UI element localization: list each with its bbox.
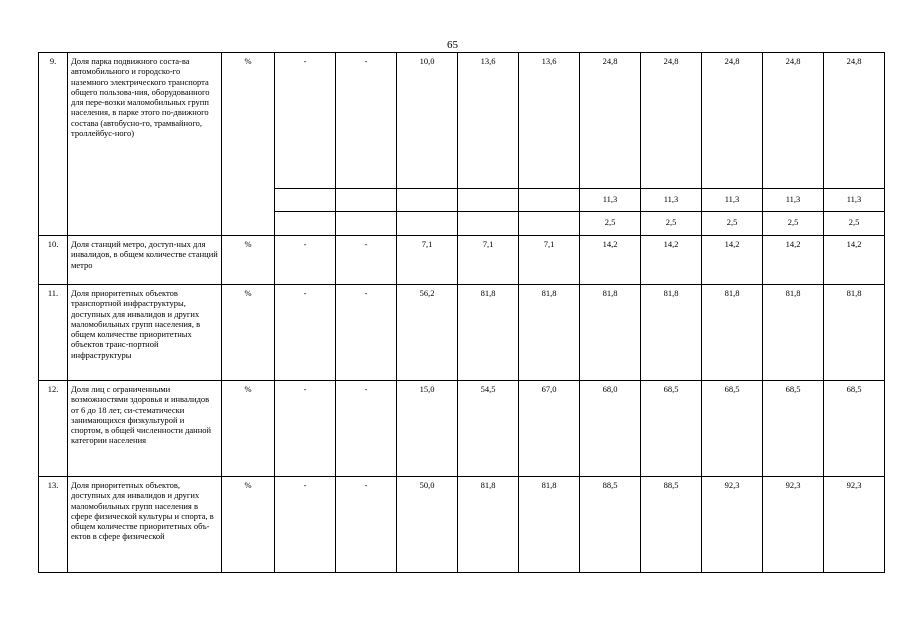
value-cell: 68,5 <box>702 381 763 477</box>
value-cell: 56,2 <box>397 285 458 381</box>
unit-cell: % <box>222 285 275 381</box>
value-cell: 81,8 <box>763 285 824 381</box>
value-cell: 14,2 <box>763 236 824 285</box>
value-cell <box>458 189 519 212</box>
row-number: 12. <box>39 381 68 477</box>
value-cell: 14,2 <box>641 236 702 285</box>
value-cell: - <box>275 53 336 189</box>
value-cell: 81,8 <box>519 285 580 381</box>
value-cell: 2,5 <box>824 212 885 236</box>
value-cell <box>458 212 519 236</box>
value-cell: 2,5 <box>580 212 641 236</box>
value-cell: 88,5 <box>641 477 702 573</box>
value-cell: - <box>275 285 336 381</box>
value-cell: 11,3 <box>641 189 702 212</box>
value-cell: 13,6 <box>458 53 519 189</box>
indicator-description: Доля парка подвижного соста-ва автомобильного и городско-го наземного электрического транспорта общего пользова-ния, оборудованного для пере-возки маломобильных групп населения, в парке этого по-движного состава (автобусно-го, трамвайного, троллейбус-ного) <box>68 53 222 236</box>
value-cell: 2,5 <box>702 212 763 236</box>
value-cell <box>397 189 458 212</box>
value-cell: 68,5 <box>763 381 824 477</box>
value-cell <box>519 212 580 236</box>
value-cell: 81,8 <box>458 285 519 381</box>
unit-cell: % <box>222 53 275 236</box>
value-cell: 92,3 <box>702 477 763 573</box>
value-cell: - <box>336 285 397 381</box>
value-cell: 68,5 <box>824 381 885 477</box>
value-cell: 92,3 <box>763 477 824 573</box>
row-number: 9. <box>39 53 68 236</box>
value-cell: 7,1 <box>519 236 580 285</box>
value-cell: - <box>336 477 397 573</box>
value-cell: 81,8 <box>702 285 763 381</box>
value-cell: 14,2 <box>580 236 641 285</box>
value-cell: 10,0 <box>397 53 458 189</box>
unit-cell: % <box>222 381 275 477</box>
unit-cell: % <box>222 477 275 573</box>
value-cell: 15,0 <box>397 381 458 477</box>
value-cell: 14,2 <box>824 236 885 285</box>
value-cell: 7,1 <box>458 236 519 285</box>
value-cell: 68,5 <box>641 381 702 477</box>
value-cell: 81,8 <box>519 477 580 573</box>
row-number: 11. <box>39 285 68 381</box>
value-cell <box>336 212 397 236</box>
value-cell: - <box>275 236 336 285</box>
table-row <box>39 381 885 477</box>
value-cell <box>336 189 397 212</box>
value-cell: 88,5 <box>580 477 641 573</box>
row-number: 13. <box>39 477 68 573</box>
value-cell: 92,3 <box>824 477 885 573</box>
unit-cell: % <box>222 236 275 285</box>
indicator-description: Доля лиц с ограниченными возможностями здоровья и инвалидов от 6 до 18 лет, си-стематически занимающихся физкультурой и спортом, в общей численности данной категории населения <box>68 381 222 477</box>
table-row <box>39 477 885 573</box>
row-number: 10. <box>39 236 68 285</box>
value-cell: 24,8 <box>702 53 763 189</box>
value-cell: 81,8 <box>641 285 702 381</box>
value-cell: 24,8 <box>763 53 824 189</box>
value-cell <box>397 212 458 236</box>
indicators-table <box>38 52 885 573</box>
value-cell: 7,1 <box>397 236 458 285</box>
value-cell: 11,3 <box>580 189 641 212</box>
table-row <box>39 285 885 381</box>
value-cell: 81,8 <box>824 285 885 381</box>
value-cell: 2,5 <box>641 212 702 236</box>
value-cell: - <box>336 53 397 189</box>
indicator-description: Доля приоритетных объектов, доступных для инвалидов и других маломобильных групп населения в сфере физической культуры и спорта, в общем количестве приоритетных объ-ектов в сфере физической <box>68 477 222 573</box>
value-cell: - <box>336 381 397 477</box>
value-cell: 24,8 <box>580 53 641 189</box>
value-cell <box>275 189 336 212</box>
table-row <box>39 236 885 285</box>
value-cell: 68,0 <box>580 381 641 477</box>
value-cell <box>519 189 580 212</box>
value-cell: - <box>275 381 336 477</box>
value-cell: 11,3 <box>702 189 763 212</box>
value-cell: 81,8 <box>580 285 641 381</box>
value-cell: 11,3 <box>763 189 824 212</box>
value-cell: 14,2 <box>702 236 763 285</box>
value-cell: 81,8 <box>458 477 519 573</box>
indicator-description: Доля приоритетных объектов транспортной инфраструктуры, доступных для инвалидов и других маломобильных групп населения, в общем количестве приоритетных объектов транс-портной инфраструктуры <box>68 285 222 381</box>
value-cell: 67,0 <box>519 381 580 477</box>
value-cell: 13,6 <box>519 53 580 189</box>
indicator-description: Доля станций метро, доступ-ных для инвалидов, в общем количестве станций метро <box>68 236 222 285</box>
value-cell: 2,5 <box>763 212 824 236</box>
value-cell: 24,8 <box>641 53 702 189</box>
value-cell <box>275 212 336 236</box>
page-number: 65 <box>447 39 458 51</box>
value-cell: - <box>275 477 336 573</box>
value-cell: 11,3 <box>824 189 885 212</box>
value-cell: 24,8 <box>824 53 885 189</box>
table-row <box>39 53 885 189</box>
value-cell: 50,0 <box>397 477 458 573</box>
value-cell: - <box>336 236 397 285</box>
value-cell: 54,5 <box>458 381 519 477</box>
